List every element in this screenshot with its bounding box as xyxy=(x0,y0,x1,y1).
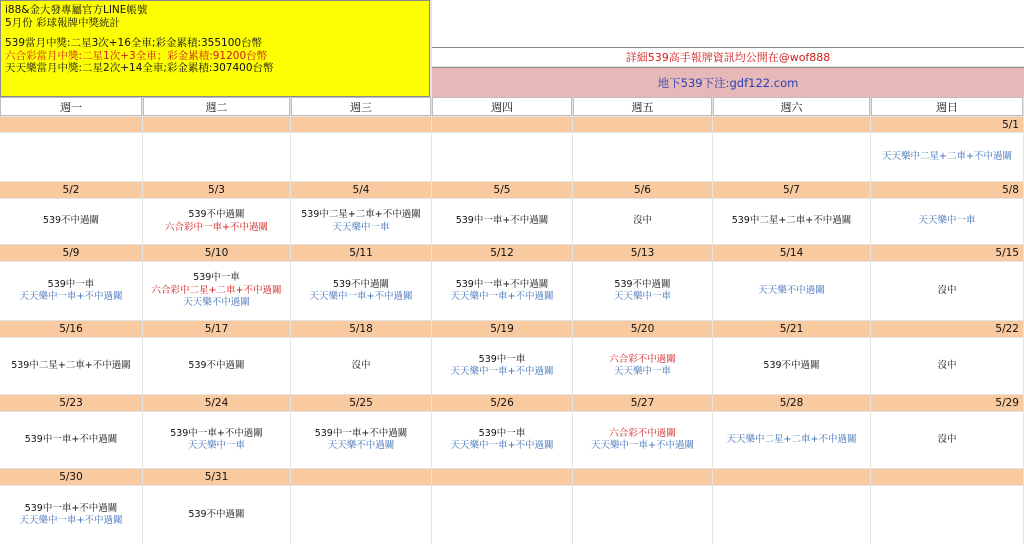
date-label: 5/4 xyxy=(291,182,431,198)
date-label: 5/11 xyxy=(291,245,431,261)
day-cell xyxy=(713,338,870,394)
weekday-header: 週六 xyxy=(713,97,870,116)
day-cell xyxy=(871,412,1023,468)
result-line: 天天樂不中過關 xyxy=(183,297,250,309)
result-line: 539中一車+不中過關 xyxy=(24,433,118,445)
day-cell xyxy=(0,199,142,244)
date-label: 5/6 xyxy=(573,182,712,198)
day-cell xyxy=(291,338,431,394)
result-line: 539不中過關 xyxy=(188,359,245,371)
result-line: 天天樂中一車 xyxy=(918,215,976,227)
day-cell xyxy=(573,338,712,394)
day-cell xyxy=(573,133,712,181)
result-line: 天天樂中一車 xyxy=(613,291,671,302)
day-cell xyxy=(432,338,572,394)
date-label: 5/17 xyxy=(143,321,290,337)
notice-text: 詳細539高手報牌資訊均公開在@wof888 xyxy=(432,48,1024,66)
day-cell xyxy=(143,486,290,544)
day-cell xyxy=(871,133,1023,181)
result-line: 539中一車 xyxy=(47,278,95,290)
header-line: 天天樂當月中獎:二星2次+14全車;彩金累積:307400台幣 xyxy=(5,62,274,74)
date-label xyxy=(573,469,712,485)
day-cell xyxy=(573,262,712,320)
result-line: 539中一車 xyxy=(193,272,240,284)
day-cell xyxy=(291,133,431,181)
day-cell xyxy=(432,199,572,244)
date-label: 5/26 xyxy=(432,395,572,411)
result-line: 539中一車+不中過關 xyxy=(455,278,549,290)
result-line: 539中一車+不中過關 xyxy=(455,215,549,227)
date-label: 5/23 xyxy=(0,395,142,411)
weekday-header: 週五 xyxy=(573,97,712,116)
date-label: 5/27 xyxy=(573,395,712,411)
result-line: 539中二星+二車+不中過關 xyxy=(731,215,852,227)
day-cell xyxy=(0,338,142,394)
date-label: 5/1 xyxy=(871,117,1023,132)
site-banner[interactable]: 地下539下注:gdf122.com xyxy=(432,67,1024,97)
date-label: 5/12 xyxy=(432,245,572,261)
result-line: 六合彩中二星+二車+不中過關 xyxy=(151,284,282,296)
result-line: 天天樂中一車+不中過關 xyxy=(591,440,694,451)
header-line: 5月份 彩球報牌中獎統計 xyxy=(5,16,121,29)
weekday-header: 週四 xyxy=(432,97,572,116)
result-line: 539中一車+不中過關 xyxy=(24,502,118,514)
result-line: 天天樂中一車 xyxy=(613,366,671,377)
result-line: 天天樂中一車 xyxy=(332,221,390,233)
date-label xyxy=(0,117,142,132)
date-label: 5/3 xyxy=(143,182,290,198)
date-label: 5/15 xyxy=(871,245,1023,261)
date-label xyxy=(713,469,870,485)
result-line: 六合彩不中過關 xyxy=(609,353,676,365)
result-line: 天天樂中一車+不中過關 xyxy=(309,291,413,302)
summary-header xyxy=(0,0,430,97)
result-line: 天天樂不中過關 xyxy=(758,284,825,296)
result-line: 天天樂中一車+不中過關 xyxy=(450,291,554,302)
date-label: 5/8 xyxy=(871,182,1023,198)
date-label: 5/9 xyxy=(0,245,142,261)
day-cell xyxy=(0,412,142,468)
result-line: 539不中過關 xyxy=(188,209,245,220)
result-line: 539不中過關 xyxy=(332,278,390,290)
day-cell xyxy=(291,262,431,320)
date-label: 5/10 xyxy=(143,245,290,261)
day-cell xyxy=(573,199,712,244)
day-cell xyxy=(291,412,431,468)
result-line: 沒中 xyxy=(937,359,957,371)
date-label: 5/18 xyxy=(291,321,431,337)
result-line: 539中一車+不中過關 xyxy=(314,427,408,439)
result-line: 六合彩不中過關 xyxy=(609,427,676,439)
date-label: 5/16 xyxy=(0,321,142,337)
result-line: 天天樂中一車+不中過關 xyxy=(19,291,123,302)
header-line: 六合彩當月中獎:二星1次+3全車；彩金累積:91200台幣 xyxy=(5,49,268,62)
header-line: 539當月中獎:二星3次+16全車;彩金累積:355100台幣 xyxy=(5,37,263,49)
date-label xyxy=(713,117,870,132)
date-label: 5/31 xyxy=(143,469,290,485)
result-line: 天天樂中一車+不中過關 xyxy=(450,366,554,377)
day-cell xyxy=(143,412,290,468)
day-cell xyxy=(143,338,290,394)
date-label: 5/28 xyxy=(713,395,870,411)
day-cell xyxy=(432,262,572,320)
day-cell xyxy=(432,133,572,181)
date-label: 5/2 xyxy=(0,182,142,198)
result-line: 539中二星+二車+不中過關 xyxy=(11,359,131,371)
day-cell xyxy=(713,133,870,181)
day-cell xyxy=(573,486,712,544)
date-label: 5/22 xyxy=(871,321,1023,337)
day-cell xyxy=(0,133,142,181)
result-line: 539中一車 xyxy=(478,427,526,439)
day-cell xyxy=(143,262,290,320)
date-label xyxy=(143,117,290,132)
result-line: 沒中 xyxy=(632,215,652,227)
date-label: 5/25 xyxy=(291,395,431,411)
day-cell xyxy=(713,486,870,544)
result-line: 沒中 xyxy=(937,284,957,296)
header-spacer xyxy=(5,29,425,37)
result-line: 539不中過關 xyxy=(763,359,820,371)
day-cell xyxy=(143,199,290,244)
day-cell xyxy=(143,133,290,181)
day-cell xyxy=(291,486,431,544)
result-line: 539不中過關 xyxy=(42,215,100,227)
date-label xyxy=(291,117,431,132)
result-line: 六合彩中一車+不中過關 xyxy=(165,221,268,233)
date-label xyxy=(432,469,572,485)
weekday-header: 週三 xyxy=(291,97,431,116)
blank-banner-area xyxy=(432,0,1024,48)
weekday-header: 週日 xyxy=(871,97,1023,116)
result-line: 天天樂中二星+二車+不中過關 xyxy=(882,150,1012,162)
result-line: 539不中過關 xyxy=(188,508,245,520)
result-line: 539中二星+二車+不中過關 xyxy=(301,209,421,220)
date-label: 5/21 xyxy=(713,321,870,337)
day-cell xyxy=(871,262,1023,320)
header-line: i88&金大發專屬官方LINE帳號 xyxy=(5,4,148,16)
result-line: 天天樂中一車+不中過關 xyxy=(19,515,123,526)
weekday-header: 週二 xyxy=(143,97,290,116)
result-line: 天天樂中一車 xyxy=(187,440,245,451)
date-label: 5/14 xyxy=(713,245,870,261)
result-line: 天天樂不中過關 xyxy=(327,440,395,451)
result-line: 539中一車+不中過關 xyxy=(170,427,263,439)
day-cell xyxy=(713,262,870,320)
date-label: 5/7 xyxy=(713,182,870,198)
day-cell xyxy=(713,412,870,468)
day-cell xyxy=(573,412,712,468)
date-label: 5/29 xyxy=(871,395,1023,411)
day-cell xyxy=(871,486,1023,544)
date-label: 5/30 xyxy=(0,469,142,485)
result-line: 539中一車 xyxy=(478,353,526,365)
date-label xyxy=(871,469,1023,485)
result-line: 天天樂中一車+不中過關 xyxy=(450,440,554,451)
day-cell xyxy=(291,199,431,244)
day-cell xyxy=(871,199,1023,244)
date-label xyxy=(291,469,431,485)
result-line: 沒中 xyxy=(937,433,957,445)
day-cell xyxy=(432,486,572,544)
date-label: 5/24 xyxy=(143,395,290,411)
date-label: 5/19 xyxy=(432,321,572,337)
date-label: 5/13 xyxy=(573,245,712,261)
result-line: 539不中過關 xyxy=(614,278,671,290)
day-cell xyxy=(871,338,1023,394)
day-cell xyxy=(0,262,142,320)
result-line: 沒中 xyxy=(351,359,371,371)
date-label xyxy=(432,117,572,132)
day-cell xyxy=(432,412,572,468)
day-cell xyxy=(713,199,870,244)
result-line: 天天樂中二星+二車+不中過關 xyxy=(726,433,857,445)
date-label: 5/20 xyxy=(573,321,712,337)
date-label xyxy=(573,117,712,132)
day-cell xyxy=(0,486,142,544)
date-label: 5/5 xyxy=(432,182,572,198)
weekday-header: 週一 xyxy=(0,97,142,116)
